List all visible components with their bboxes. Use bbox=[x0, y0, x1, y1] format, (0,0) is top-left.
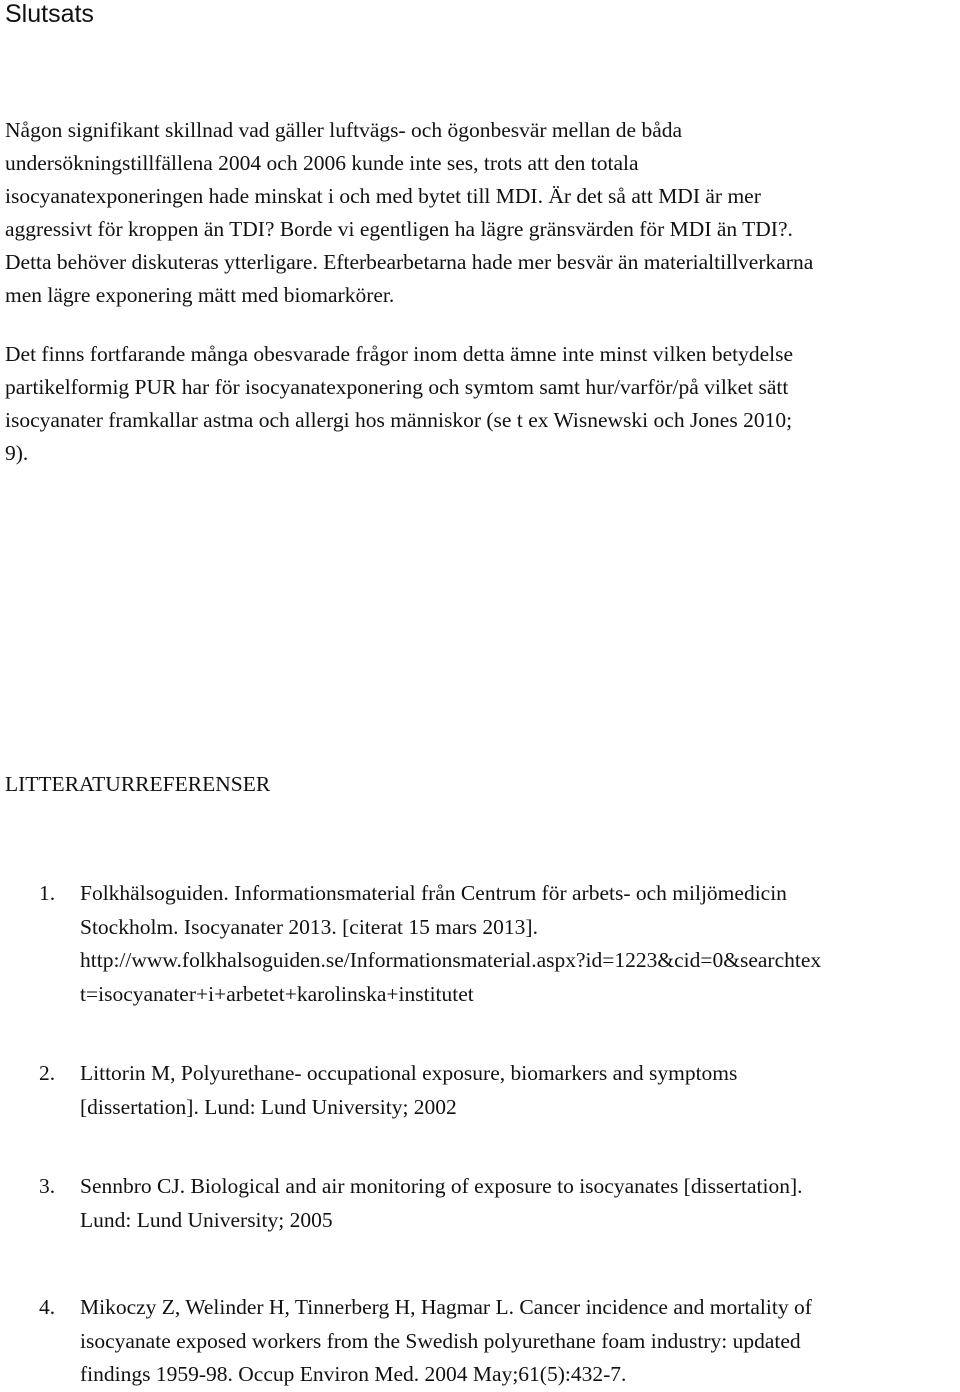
reference-line: [dissertation]. Lund: Lund University; 2002 bbox=[80, 1094, 457, 1119]
reference-text bbox=[80, 1057, 737, 1124]
paragraph-line: Någon signifikant skillnad vad gäller luftvägs- och ögonbesvär mellan de båda bbox=[5, 118, 683, 142]
reference-text bbox=[80, 1170, 803, 1237]
reference-number: 4. bbox=[39, 1295, 56, 1319]
paragraph-line: Detta behöver diskuteras ytterligare. Efterbearbetarna hade mer besvär än materialtillverkarna bbox=[5, 250, 814, 274]
reference-number: 1. bbox=[39, 881, 56, 905]
paragraph-line: aggressivt för kroppen än TDI? Borde vi egentligen ha lägre gränsvärden för MDI än TDI?. bbox=[5, 217, 793, 241]
reference-line: findings 1959-98. Occup Environ Med. 2004 May;61(5):432-7. bbox=[80, 1362, 627, 1386]
reference-text bbox=[80, 1291, 812, 1392]
paragraph-line: partikelformig PUR har för isocyanatexponering och symtom samt hur/varför/på vilket sätt bbox=[5, 375, 789, 399]
reference-text bbox=[80, 877, 821, 1011]
conclusion-paragraph-2 bbox=[5, 338, 793, 470]
conclusion-paragraph-1 bbox=[5, 114, 813, 312]
paragraph-line: isocyanater framkallar astma och allergi hos människor (se t ex Wisnewski och Jones 2010; bbox=[5, 408, 793, 432]
paragraph-line: isocyanatexponeringen hade minskat i och med bytet till MDI. Är det så att MDI är mer bbox=[5, 184, 761, 208]
reference-number: 2. bbox=[39, 1061, 56, 1085]
reference-line: isocyanate exposed workers from the Swedish polyurethane foam industry: updated bbox=[80, 1328, 801, 1353]
reference-url-line: t=isocyanater+i+arbetet+karolinska+institutet bbox=[80, 981, 474, 1006]
reference-line: Sennbro CJ. Biological and air monitoring of exposure to isocyanates [dissertation]. bbox=[80, 1174, 803, 1198]
reference-line: Mikoczy Z, Welinder H, Tinnerberg H, Hagmar L. Cancer incidence and mortality of bbox=[80, 1295, 812, 1319]
references-heading: LITTERATURREFERENSER bbox=[5, 772, 271, 796]
reference-line: Folkhälsoguiden. Informationsmaterial från Centrum för arbets- och miljömedicin bbox=[80, 881, 787, 905]
paragraph-line: undersökningstillfällena 2004 och 2006 kunde inte ses, trots att den totala bbox=[5, 151, 639, 175]
page-title: Slutsats bbox=[5, 0, 94, 28]
paragraph-line: Det finns fortfarande många obesvarade frågor inom detta ämne inte minst vilken betydelse bbox=[5, 342, 794, 366]
paragraph-line: men lägre exponering mätt med biomarkörer. bbox=[5, 283, 395, 307]
paragraph-line: 9). bbox=[5, 441, 29, 465]
reference-line: Lund: Lund University; 2005 bbox=[80, 1207, 333, 1232]
reference-line: Stockholm. Isocyanater 2013. [citerat 15 mars 2013]. bbox=[80, 914, 538, 939]
reference-url-line: http://www.folkhalsoguiden.se/Informationsmaterial.aspx?id=1223&cid=0&searchtex bbox=[80, 948, 822, 972]
reference-number: 3. bbox=[39, 1174, 56, 1198]
reference-line: Littorin M, Polyurethane- occupational exposure, biomarkers and symptoms bbox=[80, 1061, 738, 1085]
